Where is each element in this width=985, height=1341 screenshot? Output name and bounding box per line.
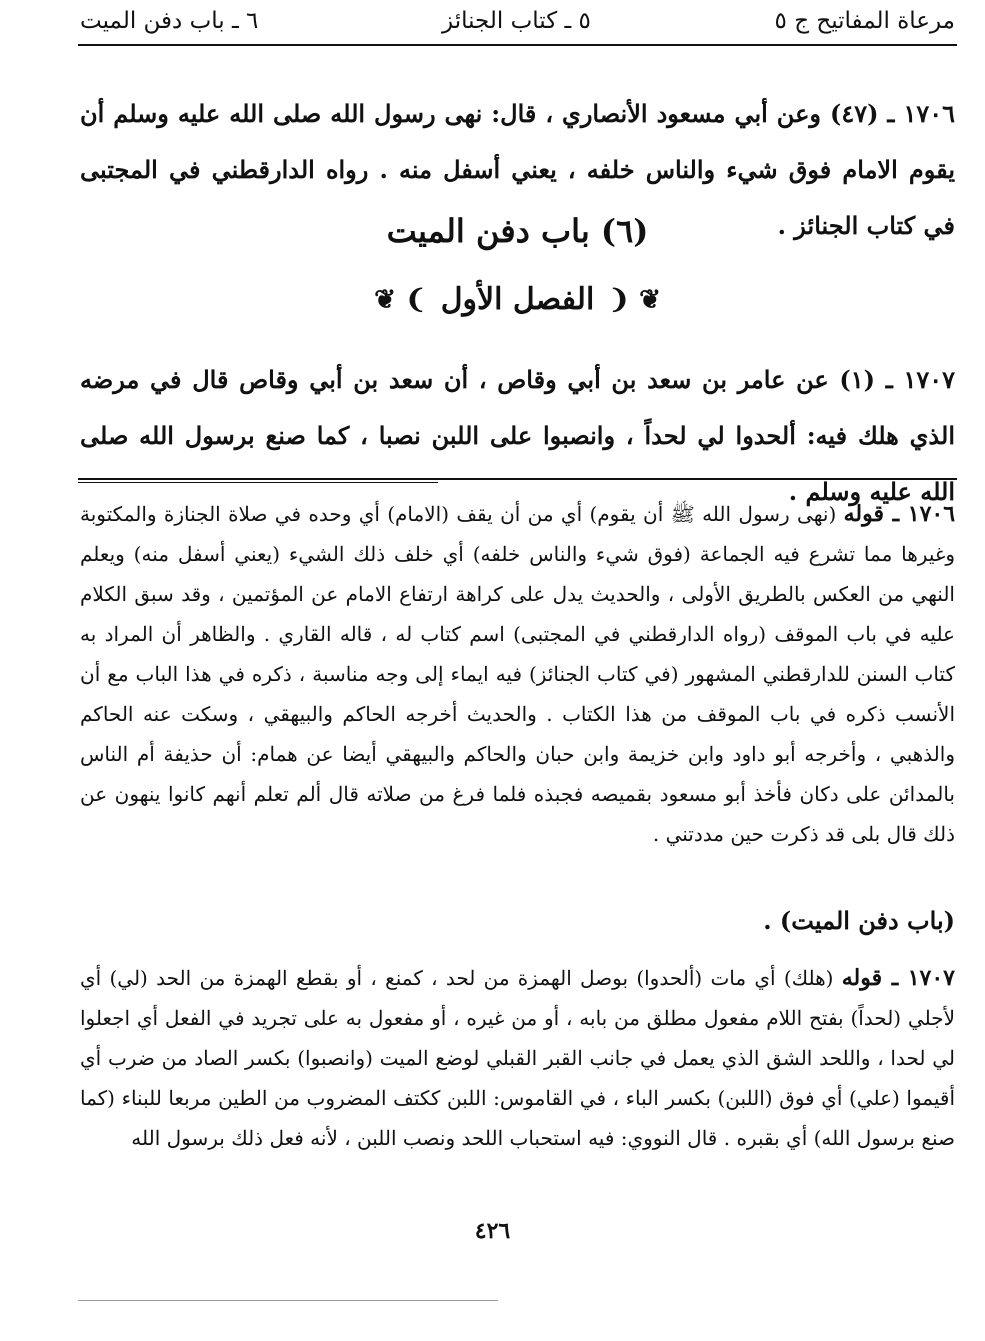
commentary-1707: [80, 958, 955, 1158]
ornament-right-icon: ❩ ❦: [608, 284, 661, 315]
ornament-left-icon: ❦ ❨: [374, 284, 427, 315]
header-bab-title: ٦ ـ باب دفن الميت: [80, 8, 259, 34]
footnote-divider: [78, 478, 957, 480]
commentary-1706-text: (نهى رسول الله ﷺ أن يقوم) أي من أن يقف (الامام) أي وحده في صلاة الجنازة والمكتوبة وغيرها مما تشرع فيه الجماعة (فوق شيء والناس خلفه) أي خلف ذلك الشيء (يعني أسفل منه) ويعلم النهي من العكس بالطريق الأولى ، والحديث يدل على كراهة ارتفاع الامام عن المؤتمين ، وقد سبق الكلام عليه في باب الموقف (رواه الدارقطني في المجتبى) اسم كتاب له ، قاله القاري . والظاهر أن المراد به كتاب السنن للدارقطني المشهور (في كتاب الجنائز) فيه ايماء إلى وجه مناسبة ، ذكره في هذا الباب مع أن الأنسب ذكره في باب الموقف من هذا الكتاب . والحديث أخرجه الحاكم والبيهقي ، وسكت عنه الحاكم والذهبي ، وأخرجه أبو داود وابن خزيمة وابن حبان والحاكم والبيهقي أيضا عن همام: أن حذيفة أم الناس بالمدائن على دكان فأخذ أبو مسعود بقميصه فجبذه فلما فرغ من صلاته قال ألم تعلم أنهم كانوا ينهون عن ذلك قال بلى قد ذكرت حين مددتني .: [80, 502, 955, 846]
hadith-47-text: ١٧٠٦ ـ (٤٧) وعن أبي مسعود الأنصاري ، قال: نهى رسول الله صلى الله عليه وسلم أن يقوم الامام فوق شيء والناس خلفه ، يعني أسفل منه . رواه الدارقطني في المجتبى في كتاب الجنائز .: [80, 99, 955, 240]
section-title-block: [80, 282, 955, 317]
bab-heading: (باب دفن الميت) .: [763, 906, 955, 935]
footnote-divider-secondary: [78, 482, 438, 483]
section-title: الفصل الأول: [440, 282, 595, 317]
page-number: ٤٢٦: [474, 1218, 511, 1244]
chapter-title: (٦) باب دفن الميت: [386, 212, 649, 250]
running-header: [80, 2, 955, 40]
header-rule: [78, 44, 957, 46]
header-book-title: مرعاة المفاتيح ج ٥: [774, 8, 955, 34]
bottom-rule: [78, 1300, 498, 1301]
commentary-1707-lead: ١٧٠٧ ـ قوله: [841, 965, 955, 991]
hadith-1707-text: ١٧٠٧ ـ (١) عن عامر بن سعد بن أبي وقاص ، أن سعد بن أبي وقاص قال في مرضه الذي هلك فيه: ألحدوا لي لحداً ، وانصبوا على اللبن نصبا ، كما صنع برسول الله صلى الله عليه وسلم .: [80, 365, 955, 506]
commentary-1706: [80, 494, 955, 854]
commentary-1706-lead: ١٧٠٦ ـ قوله: [843, 501, 956, 527]
header-kitab-title: ٥ ـ كتاب الجنائز: [442, 8, 591, 34]
commentary-1707-text: (هلك) أي مات (ألحدوا) بوصل الهمزة من لحد ، كمنع ، أو بقطع الهمزة من الحد (لي) أي لأجلي (لحداً) بفتح اللام مفعول مطلق من بابه ، أو من غيره ، أو مفعول به على تجريد في الفعل أي اجعلوا لي لحدا ، واللحد الشق الذي يعمل في جانب القبر القبلي لوضع الميت (وانصبوا) بكسر الصاد من ضرب أي أقيموا (علي) أي فوق (اللبن) بكسر الباء ، في القاموس: اللبن ككتف المضروب من الطين مربعا للبناء (كما صنع برسول الله) أي بقبره . قال النووي: فيه استحباب اللحد ونصب اللبن ، لأنه فعل ذلك برسول الله: [80, 966, 955, 1150]
